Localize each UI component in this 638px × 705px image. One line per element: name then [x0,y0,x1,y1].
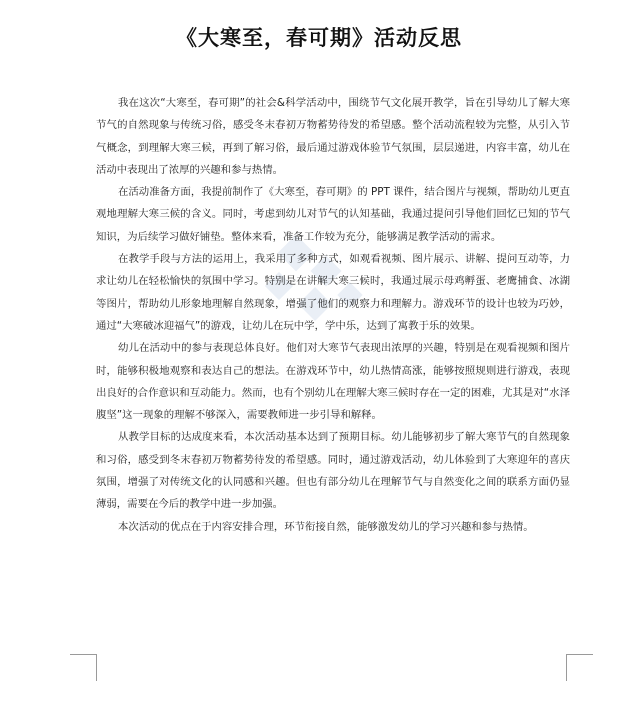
paragraph-2: 在活动准备方面，我提前制作了《大寒至，春可期》的 PPT 课件，结合图片与视频，帮助幼儿更直观地理解大寒三候的含义。同时，考虑到幼儿对节气的认知基础，我通过提问引导他们回忆已知的节气知识，为后续学习做好铺垫。整体来看，准备工作较为充分，能够满足教学活动的需求。 [96,186,570,243]
paragraph-6: 本次活动的优点在于内容安排合理，环节衔接自然，能够激发幼儿的学习兴趣和参与热情。 [118,520,534,533]
paragraph-1: 我在这次“大寒至，春可期”的社会&科学活动中，围绕节气文化展开教学，旨在引导幼儿了解大寒节气的自然现象与传统习俗，感受冬末春初万物蓄势待发的希望感。整个活动流程较为完整，从引入节气概念，到理解大寒三候，再到了解习俗，最后通过游戏体验节气氛围，层层递进，内容丰富，幼儿在活动中表现出了浓厚的兴趣和参与热情。 [96,97,570,176]
paragraph-5: 从教学目标的达成度来看，本次活动基本达到了预期目标。幼儿能够初步了解大寒节气的自然现象和习俗，感受到冬末春初万物蓄势待发的希望感。同时，通过游戏活动，幼儿体验到了大寒迎年的喜庆氛围，增强了对传统文化的认同感和兴趣。但也有部分幼儿在理解节气与自然变化之间的联系方面仍显薄弱，需要在今后的教学中进一步加强。 [96,431,570,511]
document-title: 《大寒至，春可期》活动反思 [176,25,462,50]
paragraph-4: 幼儿在活动中的参与表现总体良好。他们对大寒节气表现出浓厚的兴趣，特别是在观看视频和图片时，能够积极地观察和表达自己的想法。在游戏环节中，幼儿热情高涨，能够按照规则进行游戏，表现出良好的合作意识和互动能力。然而，也有个别幼儿在理解大寒三候时存在一定的困难，尤其是对“水泽腹坚”这一现象的理解不够深入，需要教师进一步引导和解释。 [96,342,570,422]
paragraph-3: 在教学手段与方法的运用上，我采用了多种方式，如观看视频、图片展示、讲解、提问互动等，力求让幼儿在轻松愉快的氛围中学习。特别是在讲解大寒三候时，我通过展示母鸡孵蛋、老鹰捕食、冰湖等图片，帮助幼儿形象地理解自然现象，增强了他们的观察力和理解力。游戏环节的设计也较为巧妙，通过“大寒破冰迎福气”的游戏，让幼儿在玩中学，学中乐，达到了寓教于乐的效果。 [96,253,570,332]
document-body [96,92,570,538]
margin-mark-bottom-left [70,654,97,681]
margin-mark-bottom-right [566,654,593,681]
